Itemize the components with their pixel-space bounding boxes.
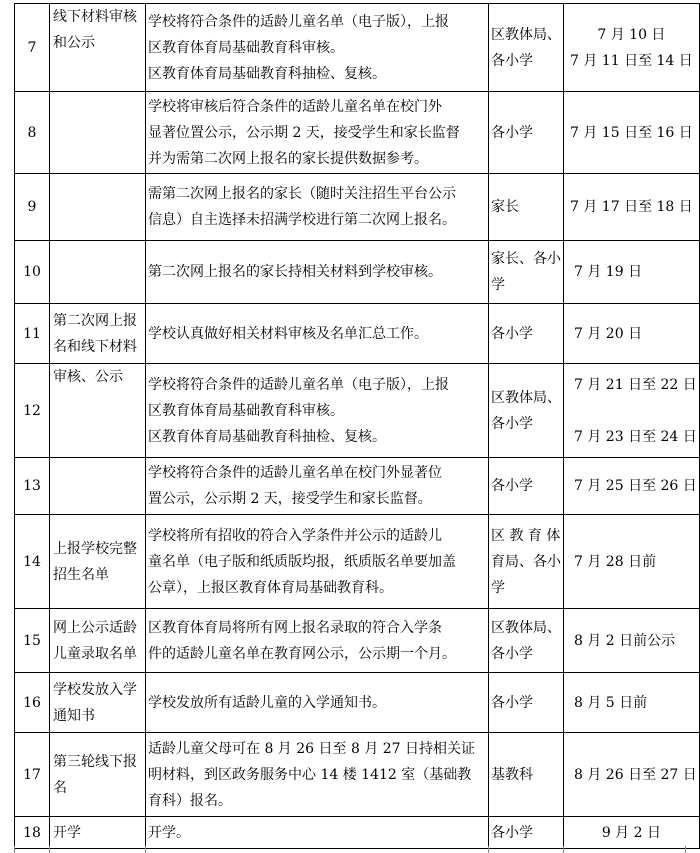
content-text: 明材料，到区政务服务中心 14 楼 1412 室（基础教 [148,766,472,783]
content-cell [146,364,489,458]
row-number: 9 [15,174,50,241]
dept-text: 各小学 [491,415,533,432]
edge-tick [685,846,686,853]
content-text: 置公示，公示期 2 天，接受学生和家长监督。 [148,491,432,507]
time-text: 7 月 23 日至 24 日 [574,428,697,445]
stage-cell [50,304,146,364]
stage-text: 学校发放入学 [53,681,137,698]
stage-text: 儿童录取名单 [53,645,137,662]
row-number: 8 [15,92,50,174]
dept-text: 各小学 [491,824,533,841]
table-row [15,733,700,817]
stage-cell [50,92,146,174]
edge-tick [49,846,50,853]
row-number: 17 [15,733,50,817]
time-cell [564,241,700,304]
dept-cell [489,515,564,609]
row-number: 11 [15,304,50,364]
stage-cell [50,458,146,515]
row-number: 16 [15,673,50,733]
dept-text: 区教体局、 [491,619,561,636]
time-text: 7 月 17 日至 18 日 [570,199,693,215]
content-text: 区教育体育局将所有网上报名录取的符合入学条 [148,619,442,636]
content-cell [146,609,489,673]
dept-cell [489,673,564,733]
time-text: 8 月 2 日前公示 [574,632,676,649]
stage-text: 通知书 [53,707,95,724]
time-text: 8 月 5 日前 [574,694,648,711]
edge-tick [14,846,15,853]
content-text: 学校发放所有适龄儿童的入学通知书。 [148,694,386,711]
dept-text: 育局、各小 [491,553,561,570]
content-cell [146,241,489,304]
dept-text: 各小学 [491,52,533,69]
content-text: 显著位置公示，公示期 2 天，接受学生和家长监督 [148,124,460,141]
content-cell [146,174,489,241]
content-text: 学校将审核后符合条件的适龄儿童名单在校门外 [148,98,442,115]
stage-cell [50,364,146,458]
time-cell [564,364,700,458]
stage-cell [50,241,146,304]
dept-text: 家长、各小 [491,251,561,267]
time-cell [564,609,700,673]
dept-text: 学 [491,277,505,293]
stage-cell [50,4,146,92]
time-text: 7 月 28 日前 [574,553,657,570]
content-cell [146,458,489,515]
time-text: 7 月 15 日至 16 日 [570,124,693,141]
time-text: 7 月 10 日 [597,26,666,43]
stage-cell [50,673,146,733]
content-text: 需第二次网上报名的家长（随时关注招生平台公示 [148,186,456,202]
content-cell [146,304,489,364]
stage-cell [50,174,146,241]
row-number: 13 [15,458,50,515]
content-text: 区教育体育局基础教育科审核。 [148,402,344,419]
time-cell [564,174,700,241]
content-text: 信息）自主选择未招满学校进行第二次网上报名。 [148,212,456,228]
dept-text: 各小学 [491,124,533,141]
time-cell [564,4,700,92]
time-text: 7 月 21 日至 22 日 [574,376,697,393]
edge-tick [145,846,146,853]
dept-text: 学 [491,579,505,596]
table-row [15,92,700,174]
time-cell [564,304,700,364]
table-row [15,304,700,364]
stage-text: 开学 [53,824,81,841]
content-cell [146,4,489,92]
content-cell [146,817,489,849]
page-break-edge [14,846,686,853]
dept-text: 区 教 育 体 [491,527,561,544]
row-number: 15 [15,609,50,673]
dept-cell [489,609,564,673]
dept-text: 区教体局、 [491,26,561,43]
time-text: 7 月 25 日至 26 日 [574,478,697,494]
stage-text: 网上公示适龄 [53,619,137,636]
table-row [15,241,700,304]
content-text: 区教育体育局基础教育科审核。 [148,39,344,56]
row-number: 14 [15,515,50,609]
content-text: 童名单（电子版和纸质版均报，纸质版名单要加盖 [148,553,456,570]
content-text: 学校将符合条件的适龄儿童名单（电子版），上报 [148,13,449,30]
table-row [15,4,700,92]
table-row [15,174,700,241]
stage-cell [50,733,146,817]
dept-cell [489,733,564,817]
time-cell [564,673,700,733]
table-row [15,515,700,609]
stage-cell [50,515,146,609]
time-cell [564,515,700,609]
dept-cell [489,92,564,174]
stage-cell [50,609,146,673]
row-number: 18 [15,817,50,849]
content-text: 第二次网上报名的家长持相关材料到学校审核。 [148,264,442,280]
content-text: 学校将所有招收的符合入学条件并公示的适龄儿 [148,527,442,544]
time-text: 7 月 11 日至 14 日 [570,52,693,69]
table-row [15,364,700,458]
row-number: 10 [15,241,50,304]
time-text: 7 月 20 日 [574,325,643,342]
time-gap [574,398,697,424]
table-row [15,817,700,849]
table-row [15,673,700,733]
dept-cell [489,458,564,515]
stage-text: 名和线下材料 [53,338,137,355]
content-text: 并为需第二次网上报名的家长提供数据参考。 [148,150,428,167]
dept-cell [489,364,564,458]
content-text: 学校认真做好相关材料审核及名单汇总工作。 [148,325,428,342]
stage-text: 第二次网上报 [53,312,137,329]
content-cell [146,92,489,174]
dept-text: 各小学 [491,645,533,662]
dept-text: 各小学 [491,325,533,342]
dept-text: 各小学 [491,694,533,711]
time-text: 7 月 19 日 [574,264,643,280]
content-text: 育科）报名。 [148,792,232,809]
dept-text: 各小学 [491,478,533,494]
time-text: 9 月 2 日 [601,824,661,841]
stage-text: 线下材料审核 [53,9,137,25]
content-text: 区教育体育局基础教育科抽检、复核。 [148,428,386,445]
content-cell [146,733,489,817]
stage-text: 名 [53,779,67,796]
table-row [15,609,700,673]
content-cell [146,515,489,609]
content-text: 区教育体育局基础教育科抽检、复核。 [148,65,386,82]
content-text: 件的适龄儿童名单在教育网公示，公示期一个月。 [148,645,456,662]
dept-cell [489,304,564,364]
table-row [15,458,700,515]
dept-text: 基教科 [491,766,533,783]
time-cell [564,733,700,817]
stage-text: 审核、公示 [53,369,123,385]
row-number: 7 [15,4,50,92]
content-text: 开学。 [148,824,190,841]
dept-text: 区教体局、 [491,389,561,406]
content-text: 公章），上报区教育体育局基础教育科。 [148,579,393,596]
time-cell [564,458,700,515]
stage-text: 上报学校完整 [53,540,137,557]
edge-tick [563,846,564,853]
dept-cell [489,174,564,241]
time-text: 8 月 26 日至 27 日 [574,766,697,783]
content-text: 学校将符合条件的适龄儿童名单在校门外显著位 [148,465,442,481]
content-text: 学校将符合条件的适龄儿童名单（电子版），上报 [148,376,449,393]
dept-text: 家长 [491,199,519,215]
stage-text: 招生名单 [53,566,109,583]
time-cell [564,92,700,174]
time-cell [564,817,700,849]
content-cell [146,673,489,733]
dept-cell [489,241,564,304]
edge-tick [488,846,489,853]
stage-cell [50,817,146,849]
dept-cell [489,817,564,849]
stage-text: 和公示 [53,35,95,51]
row-number: 12 [15,364,50,458]
stage-text: 第三轮线下报 [53,753,137,770]
enrollment-schedule-table [14,3,700,849]
dept-cell [489,4,564,92]
content-text: 适龄儿童父母可在 8 月 26 日至 8 月 27 日持相关证 [148,740,476,757]
